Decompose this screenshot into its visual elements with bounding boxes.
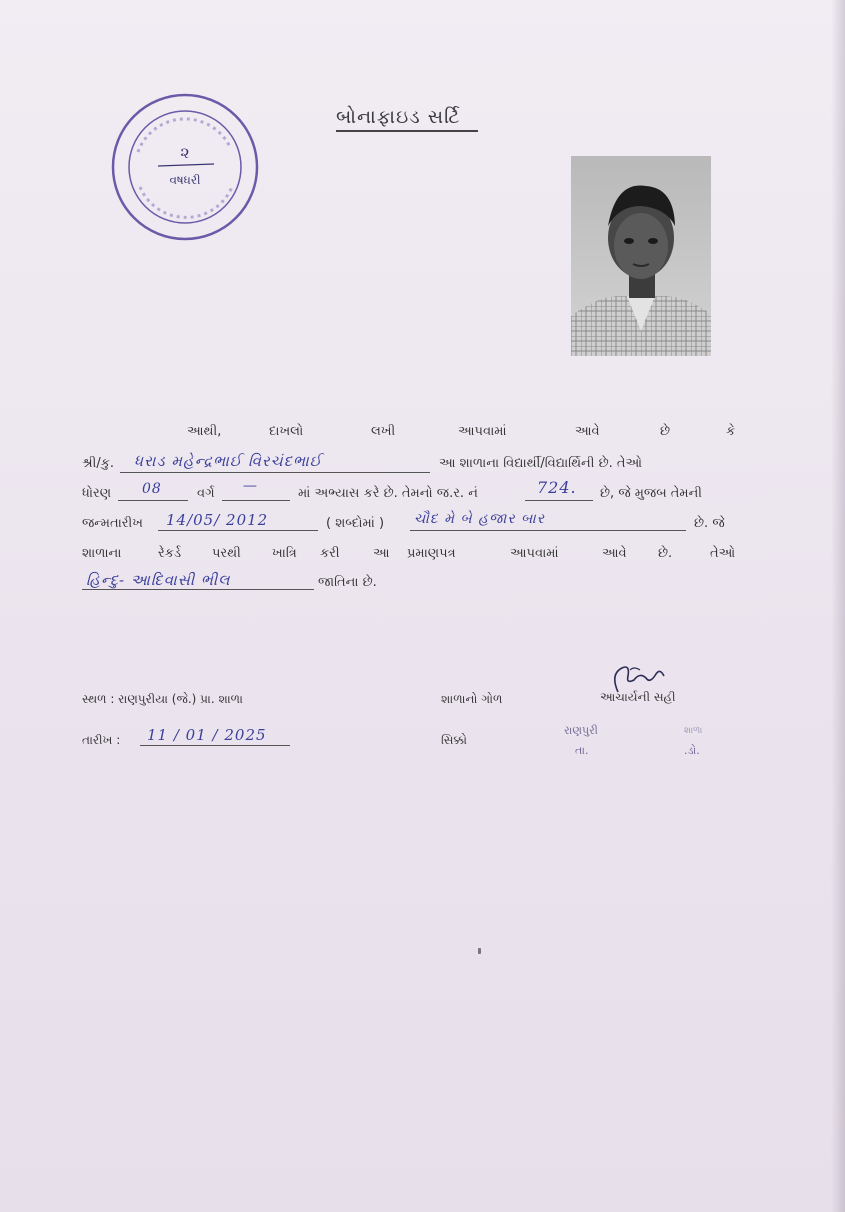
caste-suffix-text: જાતિના છે. xyxy=(318,575,377,590)
record-word-11: તેઓ xyxy=(710,546,736,561)
dob-label: જન્મતારીખ xyxy=(82,516,143,531)
study-text: માં અભ્યાસ કરે છે. તેમનો જ.ર. નં xyxy=(298,486,478,501)
dob-value: 14/05/ 2012 xyxy=(166,511,269,529)
place-label: સ્થળ : રાણપુરીયા (જે.) પ્રા. શાળા xyxy=(82,692,243,706)
gr-fill-line xyxy=(525,500,593,501)
record-word-4: ખાત્રિ xyxy=(272,546,297,561)
record-word-8: આપવામાં xyxy=(510,546,559,561)
seal-label: સિક્કો xyxy=(441,733,468,747)
record-word-6: આ xyxy=(373,546,390,561)
record-word-7: પ્રમાણપત્ર xyxy=(407,546,456,561)
dob-in-words-value: ચૌદ મે બે હજાર બાર xyxy=(414,511,545,527)
standard-fill-line xyxy=(118,500,188,501)
dob-fill-line xyxy=(158,530,318,531)
student-photo xyxy=(571,156,711,356)
class-value: — xyxy=(243,478,258,494)
gr-suffix-text: છે, જે મુજબ તેમની xyxy=(600,486,702,501)
principal-signature-label: આચાર્યની સહી xyxy=(600,690,676,704)
student-name-value: ધરાડ મહેન્દ્રભાઈ વિરચંદભાઈ xyxy=(134,452,323,470)
record-word-5: કરી xyxy=(320,546,340,561)
record-word-9: આવે xyxy=(602,546,627,561)
record-word-2: રેકર્ડ xyxy=(158,546,182,561)
faded-stamp-line2: તા. xyxy=(575,744,589,757)
intro-word-4: આપવામાં xyxy=(458,424,507,439)
standard-label: ધોરણ xyxy=(82,486,112,501)
faded-stamp-line1: રાણપુરી xyxy=(564,724,598,737)
page-title: બોનાફાઇડ સર્ટિ xyxy=(336,106,461,128)
intro-word-5: આવે xyxy=(575,424,600,439)
page-edge-shadow xyxy=(831,0,845,1212)
stamp-text: વષધરી xyxy=(169,173,201,187)
class-label: વર્ગ xyxy=(197,486,215,501)
school-seal-label: શાળાનો ગોળ xyxy=(441,692,503,706)
class-fill-line xyxy=(222,500,290,501)
date-fill-line xyxy=(140,745,290,746)
faded-stamp-line1-tail: શાળા xyxy=(684,726,703,736)
date-value: 11 / 01 / 2025 xyxy=(147,726,267,744)
intro-word-6: છે xyxy=(660,424,671,439)
standard-value: 08 xyxy=(142,481,162,497)
honorific-label: શ્રી/કુ. xyxy=(82,456,115,471)
school-round-stamp xyxy=(110,92,260,242)
record-word-1: શાળાના xyxy=(82,546,122,561)
gr-number-value: 724. xyxy=(537,478,577,497)
student-status-text: આ શાળાના વિદ્યાર્થી/વિદ્યાર્થિની છે. તેઓ xyxy=(439,456,643,471)
caste-value: હિન્દુ- આદિવાસી ભીલ xyxy=(86,571,231,589)
in-words-label: ( શબ્દોમાં ) xyxy=(326,516,385,531)
dob-suffix-text: છે. જે xyxy=(694,516,725,531)
name-fill-line xyxy=(120,472,430,473)
record-word-10: છે. xyxy=(658,546,673,561)
intro-word-7: કે xyxy=(726,424,736,439)
record-word-3: પરથી xyxy=(212,546,241,561)
stamp-number: ૨ xyxy=(180,143,190,162)
caste-fill-line xyxy=(82,589,314,590)
intro-word-3: લખી xyxy=(371,424,396,439)
date-label: તારીખ : xyxy=(82,733,121,747)
faded-stamp-line2-tail: .ડો. xyxy=(684,744,700,757)
intro-word-2: દાખલો xyxy=(269,424,304,439)
words-fill-line xyxy=(410,530,686,531)
intro-word-1: આથી, xyxy=(187,424,222,439)
paper-speck xyxy=(478,948,481,954)
title-underline xyxy=(336,130,478,132)
